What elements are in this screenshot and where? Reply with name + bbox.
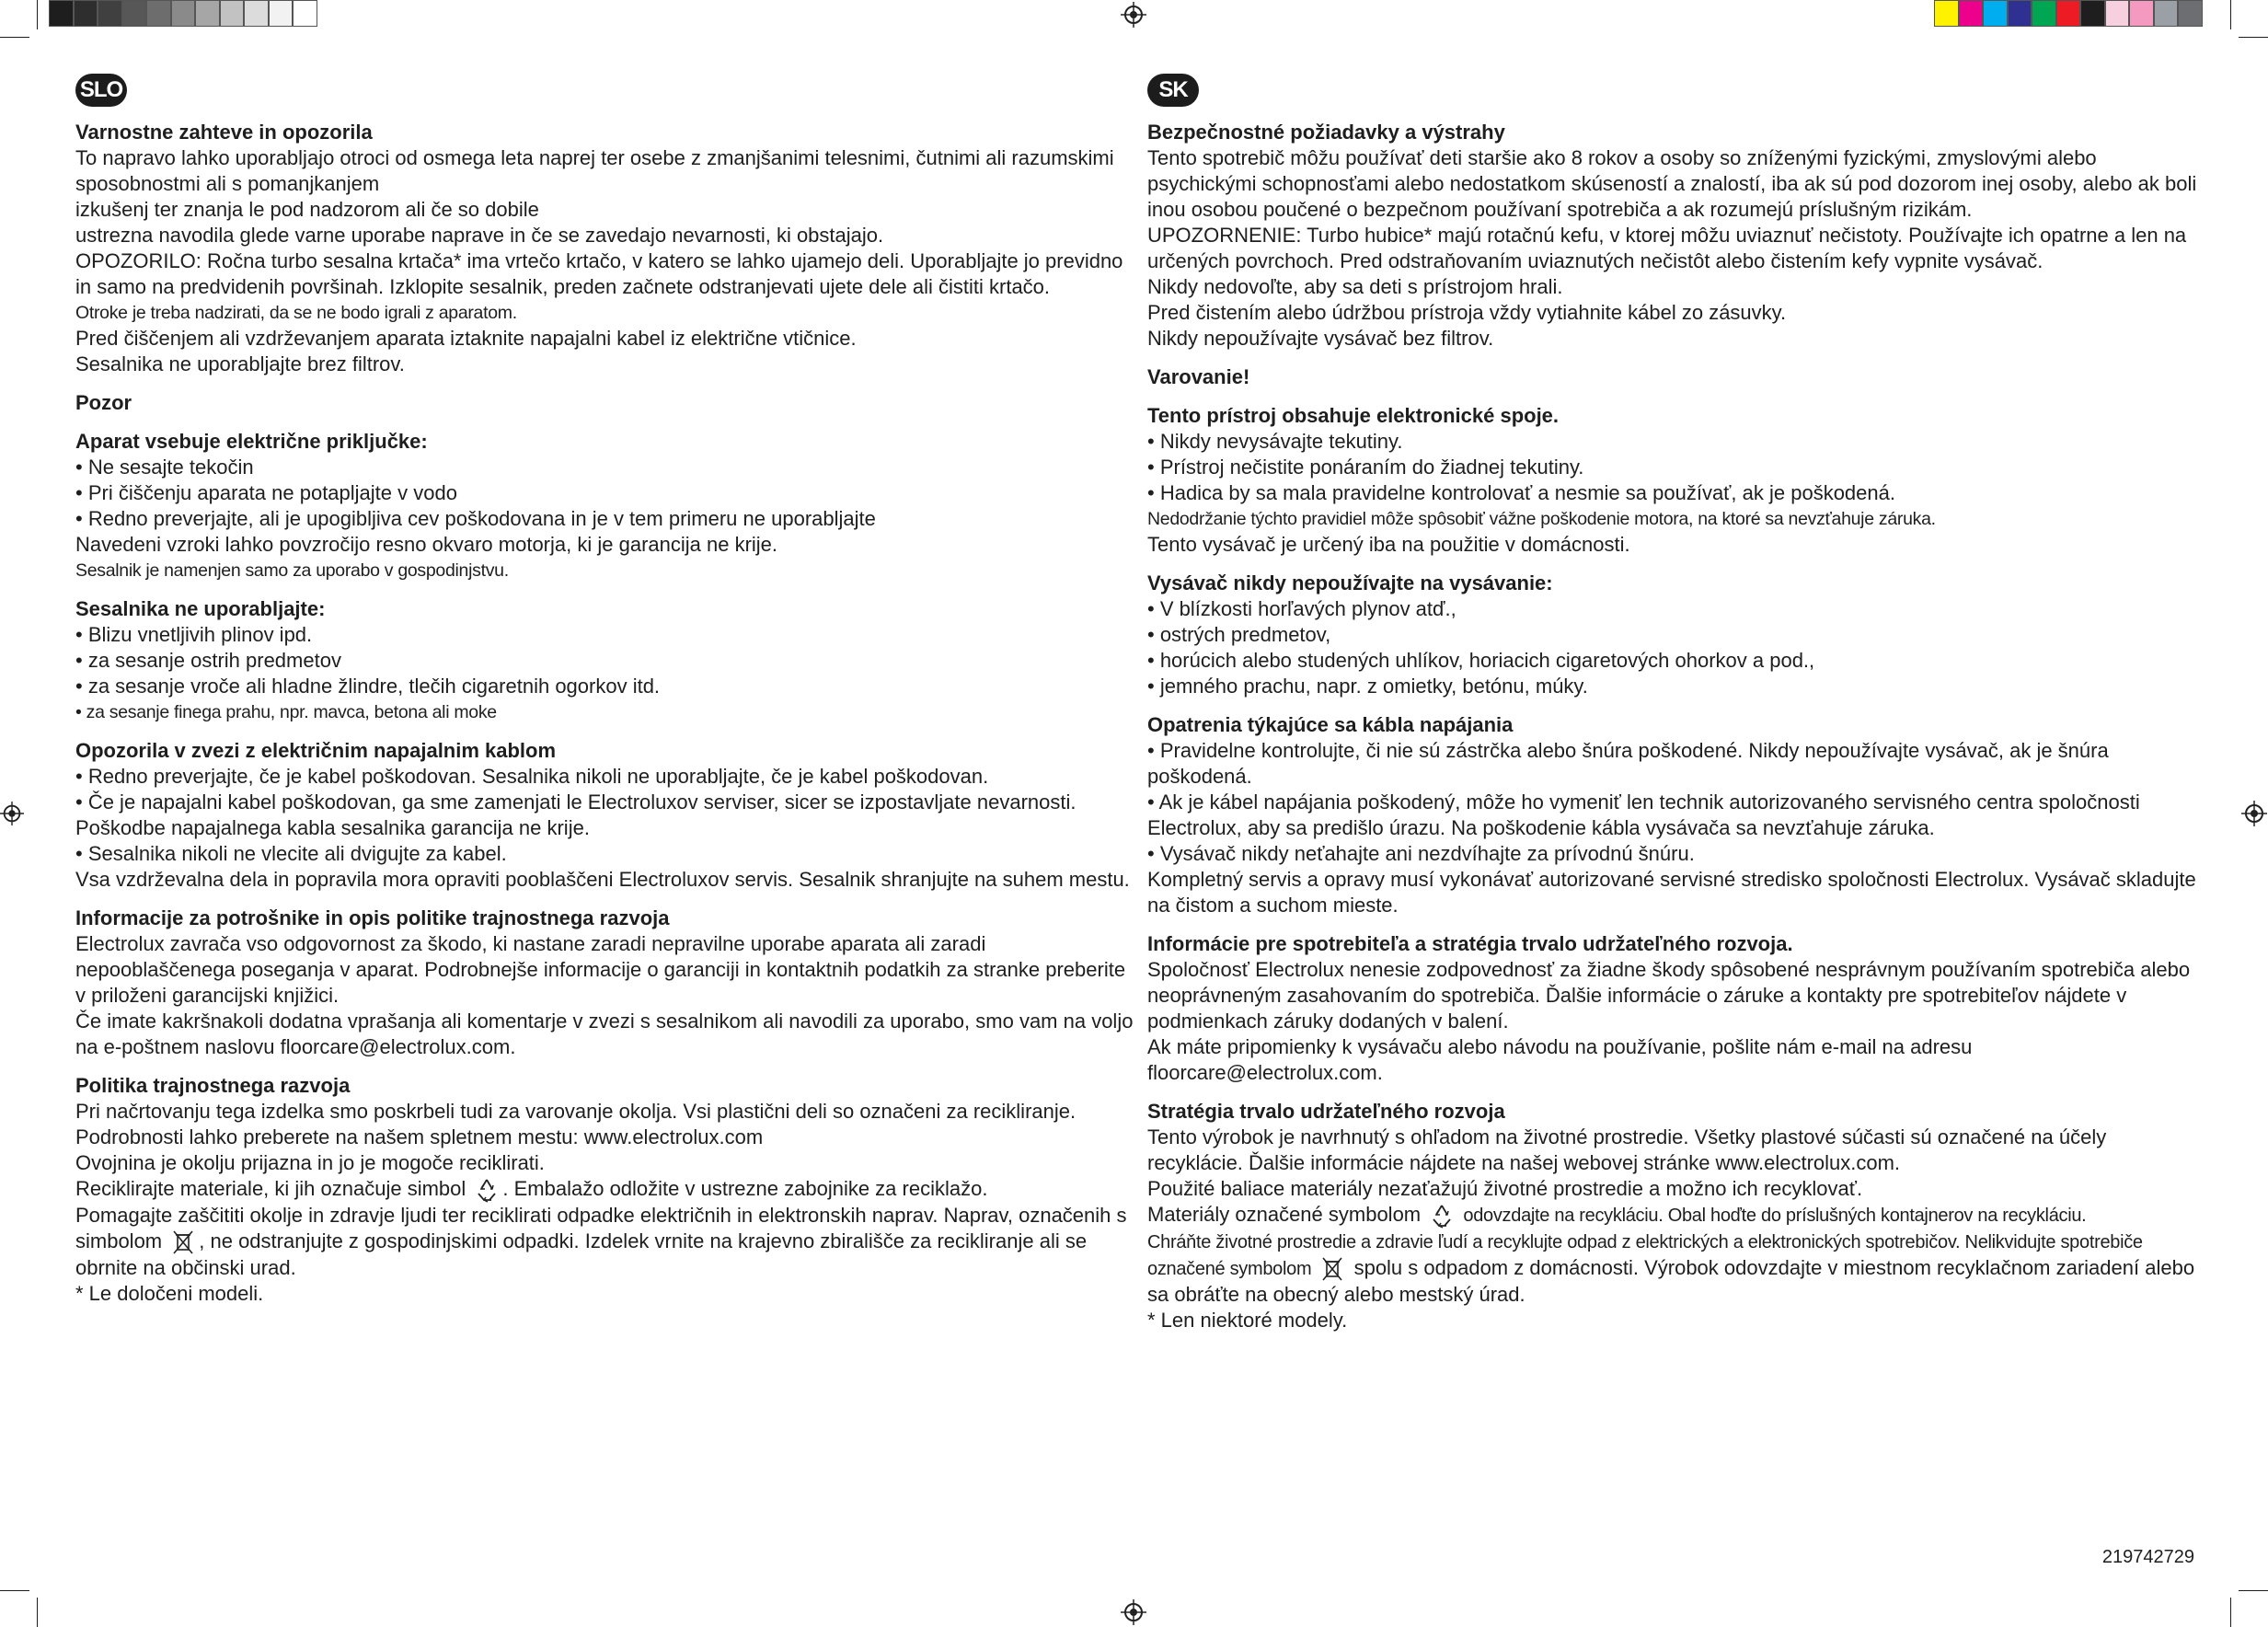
crossed-bin-icon bbox=[171, 1229, 195, 1255]
paragraph: UPOZORNENIE: Turbo hubice* majú rotačnú kefu, v ktorej môžu uviaznuť nečistoty. Používajte ich opatrne a len na určených povrchoch. Pred odstraňovaním uviaznutých nečistôt alebo čistením kefy vypnite vysávač. bbox=[1147, 224, 2187, 272]
sk-do-not-use-section bbox=[1147, 571, 2205, 699]
section-heading: Informacije za potrošnike in opis politike trajnostnega razvoja bbox=[75, 906, 670, 929]
color-swatch bbox=[98, 0, 122, 27]
paragraph bbox=[1147, 1202, 2205, 1229]
text-fragment: Reciklirajte materiale, ki jih označuje simbol bbox=[75, 1177, 466, 1200]
crop-mark bbox=[37, 1598, 38, 1627]
paragraph bbox=[75, 1203, 1134, 1281]
list-item: • horúcich alebo studených uhlíkov, horiacich cigaretových ohorkov a pod., bbox=[1147, 649, 1815, 672]
paragraph: ustrezna navodila glede varne uporabe naprave in če se zavedajo nevarnosti, ki obstajajo. bbox=[75, 224, 884, 247]
footnote: * Le določeni modeli. bbox=[75, 1282, 264, 1306]
section-heading: Politika trajnostnega razvoja bbox=[75, 1074, 351, 1097]
color-swatch bbox=[2080, 0, 2105, 27]
sk-consumer-info-section bbox=[1147, 931, 2205, 1086]
sk-warning-section bbox=[1147, 364, 2205, 390]
section-heading: Vysávač nikdy nepoužívajte na vysávanie: bbox=[1147, 571, 1553, 594]
sk-sustainability-section bbox=[1147, 1099, 2205, 1333]
section-heading: Sesalnika ne uporabljajte: bbox=[75, 597, 326, 620]
text-fragment: Materiály označené symbolom bbox=[1147, 1203, 1422, 1226]
color-calibration-bar bbox=[1934, 0, 2203, 29]
paragraph-small: Sesalnik je namenjen samo za uporabo v gospodinjstvu. bbox=[75, 560, 509, 581]
list-item: • ostrých predmetov, bbox=[1147, 623, 1331, 646]
recycle-icon bbox=[1430, 1203, 1454, 1229]
list-item: • Ak je kábel napájania poškodený, môže ho vymeniť len technik autorizovaného servisného centra spoločnosti Electrolux, aby sa predišlo úrazu. Na poškodenie kábla vysávača sa nevzťahuje záruka. bbox=[1147, 790, 2140, 839]
paragraph: Kompletný servis a opravy musí vykonávať autorizované servisné stredisko spoločnosti Electrolux. Vysávač skladujte na čistom a suchom mieste. bbox=[1147, 868, 2196, 917]
slo-sustainability-section bbox=[75, 1073, 1134, 1307]
list-item: • Hadica by sa mala pravidelne kontrolovať a nesmie sa používať, ak je poškodená. bbox=[1147, 481, 1895, 504]
paragraph: Vsa vzdrževalna dela in popravila mora opraviti pooblaščeni Electroluxov servis. Sesalnik shranjujte na suhem mestu. bbox=[75, 868, 1130, 891]
sk-electrical-section bbox=[1147, 403, 2205, 558]
section-heading: Pozor bbox=[75, 391, 132, 414]
section-heading: Varovanie! bbox=[1147, 365, 1250, 388]
section-heading: Opozorila v zvezi z električnim napajalnim kablom bbox=[75, 739, 557, 762]
paragraph: Pred čistením alebo údržbou prístroja vždy vytiahnite kábel zo zásuvky. bbox=[1147, 301, 1787, 324]
slo-safety-section bbox=[75, 120, 1134, 377]
list-item: • Vysávač nikdy neťahajte ani nezdvíhajte za prívodnú šnúru. bbox=[1147, 842, 1695, 865]
text-fragment: spolu s odpadom z domácnosti. Výrobok odovzdajte v miestnom recyklačnom zariadení alebo sa obráťte na obecný alebo mestský úrad. bbox=[1147, 1256, 2195, 1307]
color-swatch bbox=[122, 0, 147, 27]
color-swatch bbox=[2154, 0, 2179, 27]
language-badge-sk: SK bbox=[1147, 74, 1199, 107]
slovenian-column bbox=[75, 74, 1134, 1307]
registration-crosshair-bottom bbox=[1121, 1599, 1146, 1625]
color-swatch bbox=[1959, 0, 1984, 27]
paragraph: Electrolux zavrača vso odgovornost za škodo, ki nastane zaradi nepravilne uporabe aparata ali zaradi nepooblaščenega poseganja v aparat. Podrobnejše informacije o garanciji in kontaktnih podatkih za stranke preberite v priloženi garancijski knjižici. bbox=[75, 932, 1126, 1007]
sk-cable-section bbox=[1147, 712, 2205, 918]
list-item: • Pravidelne kontrolujte, či nie sú zástrčka alebo šnúra poškodené. Nikdy nepoužívajte vysávač, ak je šnúra poškodená. bbox=[1147, 739, 2109, 788]
slo-caution-section bbox=[75, 390, 1134, 416]
paragraph: OPOZORILO: Ročna turbo sesalna krtača* ima vrtečo krtačo, v katero se lahko ujamejo deli. Uporabljajte jo previdno in samo na predvidenih površinah. Izklopite sesalnik, preden začnete odstranjevati ujete dele ali čistiti krtačo. bbox=[75, 249, 1123, 298]
registration-crosshair-top bbox=[1121, 2, 1146, 28]
color-swatch bbox=[244, 0, 269, 27]
grayscale-calibration-bar bbox=[49, 0, 317, 29]
recycle-icon bbox=[475, 1177, 499, 1203]
registration-crosshair-right bbox=[2241, 801, 2267, 826]
color-swatch bbox=[293, 0, 317, 27]
color-swatch bbox=[49, 0, 74, 27]
list-item: • Sesalnika nikoli ne vlecite ali dvigujte za kabel. bbox=[75, 842, 507, 865]
list-item: • Blizu vnetljivih plinov ipd. bbox=[75, 623, 313, 646]
color-swatch bbox=[2032, 0, 2056, 27]
color-swatch bbox=[220, 0, 245, 27]
crop-mark bbox=[2239, 37, 2268, 38]
color-swatch bbox=[2178, 0, 2203, 27]
paragraph: Tento spotrebič môžu používať deti staršie ako 8 rokov a osoby so zníženými fyzickými, zmyslovými alebo psychickými schopnosťami alebo nedostatkom skúseností a znalostí, iba ak sú pod dozorom inej osoby, alebo ak boli inou osobou poučené o bezpečnom používaní spotrebiča a ak rozumejú príslušným rizikám. bbox=[1147, 146, 2197, 221]
text-fragment: Pomagajte zaščititi okolje in zdravje ljudi ter reciklirati odpadke električnih in elektronskih naprav. Naprav, označenih s simbolom bbox=[75, 1204, 1127, 1253]
paragraph: Navedeni vzroki lahko povzročijo resno okvaro motorja, ki je garancija ne krije. bbox=[75, 533, 778, 556]
list-item: • Če je napajalni kabel poškodovan, ga sme zamenjati le Electroluxov serviser, sicer se izpostavljate nevarnosti. Poškodbe napajalnega kabla sesalnika garancija ne krije. bbox=[75, 790, 1076, 839]
text-fragment: odovzdajte na recykláciu. Obal hoďte do príslušných kontajnerov na recykláciu. bbox=[1463, 1206, 2087, 1226]
color-swatch bbox=[2105, 0, 2130, 27]
paragraph-small: Otroke je treba nadzirati, da se ne bodo igrali z aparatom. bbox=[75, 303, 517, 323]
crossed-bin-icon bbox=[1320, 1256, 1344, 1282]
section-heading: Tento prístroj obsahuje elektronické spoje. bbox=[1147, 404, 1560, 427]
text-fragment: , ne odstranjujte z gospodinjskimi odpadki. Izdelek vrnite na krajevno zbirališče za recikliranje ali se obrnite na občinski urad. bbox=[75, 1229, 1088, 1280]
list-item: • Prístroj nečistite ponáraním do žiadnej tekutiny. bbox=[1147, 456, 1584, 479]
color-swatch bbox=[74, 0, 98, 27]
sk-safety-section bbox=[1147, 120, 2205, 352]
crop-mark bbox=[2230, 1598, 2231, 1627]
paragraph: Če imate kakršnakoli dodatna vprašanja ali komentarje v zvezi s sesalnikom ali navodili za uporabo, smo vam na voljo na e-poštnem naslovu floorcare@electrolux.com. bbox=[75, 1010, 1134, 1058]
paragraph-small: Nedodržanie týchto pravidiel môže spôsobiť vážne poškodenie motora, na ktoré sa nevzťahuje záruka. bbox=[1147, 509, 1936, 529]
list-item: • Nikdy nevysávajte tekutiny. bbox=[1147, 430, 1403, 453]
list-item: • Redno preverjajte, če je kabel poškodovan. Sesalnika nikoli ne uporabljajte, če je kabel poškodovan. bbox=[75, 765, 989, 788]
slo-cable-section bbox=[75, 738, 1134, 893]
paragraph: Pri načrtovanju tega izdelka smo poskrbeli tudi za varovanje okolja. Vsi plastični deli so označeni za recikliranje. Podrobnosti lahko preberete na našem spletnem mestu: www.electrolux.com bbox=[75, 1100, 1076, 1148]
text-fragment: . Embalažo odložite v ustrezne zabojnike za reciklažo. bbox=[502, 1177, 988, 1200]
color-swatch bbox=[1934, 0, 1959, 27]
section-heading: Opatrenia týkajúce sa kábla napájania bbox=[1147, 713, 1514, 736]
section-heading: Aparat vsebuje električne priključke: bbox=[75, 430, 428, 453]
slo-consumer-info-section bbox=[75, 906, 1134, 1060]
document-number: 219742729 bbox=[2101, 1547, 2194, 1567]
section-heading: Informácie pre spotrebiteľa a stratégia trvalo udržateľného rozvoja. bbox=[1147, 932, 1793, 955]
language-badge-slo: SLO bbox=[75, 74, 127, 107]
crop-mark bbox=[2239, 1590, 2268, 1591]
paragraph: Tento vysávač je určený iba na použitie v domácnosti. bbox=[1147, 533, 1630, 556]
footnote: * Len niektoré modely. bbox=[1147, 1309, 1348, 1333]
crop-mark bbox=[37, 0, 38, 29]
color-swatch bbox=[1983, 0, 2008, 27]
paragraph bbox=[1147, 1229, 2205, 1308]
paragraph: Nikdy nepoužívajte vysávač bez filtrov. bbox=[1147, 327, 1494, 350]
color-swatch bbox=[146, 0, 171, 27]
list-item: • Redno preverjajte, ali je upogibljiva cev poškodovana in je v tem primeru ne uporabljajte bbox=[75, 507, 876, 530]
slo-electrical-section bbox=[75, 429, 1134, 583]
color-swatch bbox=[2008, 0, 2032, 27]
paragraph: Sesalnika ne uporabljajte brez filtrov. bbox=[75, 352, 405, 375]
paragraph: Tento výrobok je navrhnutý s ohľadom na životné prostredie. Všetky plastové súčasti sú označené na účely recyklácie. Ďalšie informácie nájdete na našej webovej stránke www.electrolux.com. bbox=[1147, 1125, 2107, 1174]
list-item: • za sesanje vroče ali hladne žlindre, tlečih cigaretnih ogorkov itd. bbox=[75, 675, 661, 698]
paragraph bbox=[75, 1176, 1134, 1203]
list-item: • Pri čiščenju aparata ne potapljajte v vodo bbox=[75, 481, 457, 504]
paragraph: Ak máte pripomienky k vysávaču alebo návodu na používanie, pošlite nám e-mail na adresu floorcare@electrolux.com. bbox=[1147, 1035, 1973, 1084]
crop-mark bbox=[0, 37, 29, 38]
list-item-small: • za sesanje finega prahu, npr. mavca, betona ali moke bbox=[75, 702, 497, 722]
section-heading: Bezpečnostné požiadavky a výstrahy bbox=[1147, 121, 1505, 144]
list-item: • Ne sesajte tekočin bbox=[75, 456, 254, 479]
paragraph: Pred čiščenjem ali vzdrževanjem aparata iztaknite napajalni kabel iz električne vtičnice. bbox=[75, 327, 857, 350]
section-heading: Stratégia trvalo udržateľného rozvoja bbox=[1147, 1100, 1505, 1123]
paragraph: Nikdy nedovoľte, aby sa deti s prístrojom hrali. bbox=[1147, 275, 1563, 298]
color-swatch bbox=[2129, 0, 2154, 27]
section-heading: Varnostne zahteve in opozorila bbox=[75, 121, 373, 144]
crop-mark bbox=[2230, 0, 2231, 29]
color-swatch bbox=[171, 0, 196, 27]
text-fragment: Chráňte životné prostredie a zdravie ľudí a recyklujte odpad z elektrických a elektronických spotrebičov. Nelikvidujte spotrebiče označené symbolom bbox=[1147, 1232, 2143, 1280]
slo-do-not-use-section bbox=[75, 596, 1134, 725]
list-item: • za sesanje ostrih predmetov bbox=[75, 649, 341, 672]
color-swatch bbox=[269, 0, 294, 27]
color-swatch bbox=[195, 0, 220, 27]
paragraph: Spoločnosť Electrolux nenesie zodpovednosť za žiadne škody spôsobené nesprávnym používaním spotrebiča alebo neoprávneným zasahovaním do spotrebiča. Ďalšie informácie o záruke a kontakty pre spotrebiteľov nájdete v podmienkach záruky dodaných v balení. bbox=[1147, 958, 2191, 1033]
paragraph: Ovojnina je okolju prijazna in jo je mogoče reciklirati. bbox=[75, 1151, 545, 1174]
crop-mark bbox=[0, 1590, 29, 1591]
slovak-column bbox=[1147, 74, 2205, 1333]
paragraph: To napravo lahko uporabljajo otroci od osmega leta naprej ter osebe z zmanjšanimi telesnimi, čutnimi ali razumskimi sposobnostmi ali s pomanjkanjem bbox=[75, 146, 1114, 195]
registration-crosshair-left bbox=[0, 801, 24, 826]
paragraph: izkušenj ter znanja le pod nadzorom ali če so dobile bbox=[75, 198, 539, 221]
paragraph: Použité baliace materiály nezaťažujú životné prostredie a možno ich recyklovať. bbox=[1147, 1177, 1863, 1200]
color-swatch bbox=[2056, 0, 2081, 27]
list-item: • jemného prachu, napr. z omietky, betónu, múky. bbox=[1147, 675, 1588, 698]
list-item: • V blízkosti horľavých plynov atď., bbox=[1147, 597, 1456, 620]
